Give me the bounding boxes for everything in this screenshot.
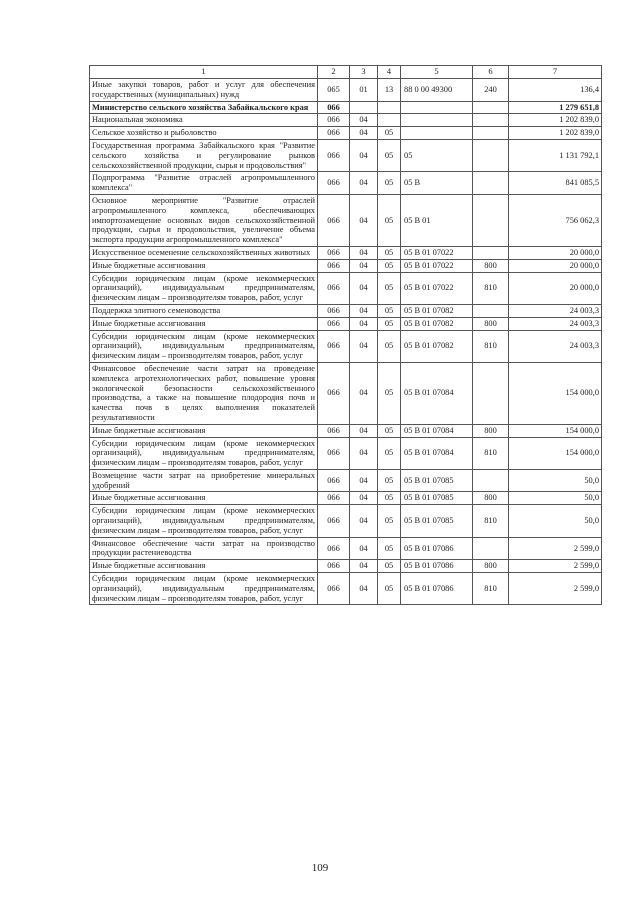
table-row bbox=[90, 492, 602, 505]
subsection-cell: 05 bbox=[378, 246, 401, 259]
subsection-cell: 05 bbox=[378, 362, 401, 424]
table-row bbox=[90, 330, 602, 362]
table-row bbox=[90, 272, 602, 304]
amount-cell: 841 085,5 bbox=[509, 172, 602, 195]
subsection-cell: 05 bbox=[378, 272, 401, 304]
admin-code-cell: 066 bbox=[318, 537, 350, 560]
target-article-cell: 05 В 01 07022 bbox=[401, 259, 473, 272]
item-name-cell: Субсидии юридическим лицам (кроме некоммерческих организаций), индивидуальным предпринимателям, физическим лицам – производителям товаров, работ, услуг bbox=[90, 272, 318, 304]
section-cell: 04 bbox=[350, 505, 378, 537]
amount-cell: 50,0 bbox=[509, 505, 602, 537]
subsection-cell bbox=[378, 101, 401, 114]
admin-code-cell: 066 bbox=[318, 437, 350, 469]
section-cell: 04 bbox=[350, 139, 378, 171]
amount-cell: 154 000,0 bbox=[509, 362, 602, 424]
expense-type-cell bbox=[473, 127, 509, 140]
table-row bbox=[90, 560, 602, 573]
item-name-cell: Иные закупки товаров, работ и услуг для обеспечения государственных (муниципальных) нужд bbox=[90, 79, 318, 102]
target-article-cell: 05 В 01 07086 bbox=[401, 560, 473, 573]
amount-cell: 50,0 bbox=[509, 492, 602, 505]
table-row bbox=[90, 304, 602, 317]
table-row bbox=[90, 246, 602, 259]
table-row bbox=[90, 79, 602, 102]
subsection-cell bbox=[378, 114, 401, 127]
table-row bbox=[90, 505, 602, 537]
amount-cell: 20 000,0 bbox=[509, 246, 602, 259]
header-row bbox=[90, 66, 602, 79]
amount-cell: 20 000,0 bbox=[509, 272, 602, 304]
table-row bbox=[90, 362, 602, 424]
section-cell: 04 bbox=[350, 437, 378, 469]
target-article-cell: 05 В 01 07084 bbox=[401, 437, 473, 469]
admin-code-cell: 066 bbox=[318, 101, 350, 114]
target-article-cell: 05 В 01 07085 bbox=[401, 492, 473, 505]
amount-cell: 50,0 bbox=[509, 469, 602, 492]
item-name-cell: Основное мероприятие "Развитие отраслей агропромышленного комплекса, обеспечивающих импортозамещение основных видов сельскохозяйственной продукции, сырья и продовольствия, увеличение объема экспорта продукции агропромышленного комплекса" bbox=[90, 194, 318, 246]
header-cell: 1 bbox=[90, 66, 318, 79]
item-name-cell: Субсидии юридическим лицам (кроме некоммерческих организаций), индивидуальным предпринимателям, физическим лицам – производителям товаров, работ, услуг bbox=[90, 505, 318, 537]
item-name-cell: Субсидии юридическим лицам (кроме некоммерческих организаций), индивидуальным предпринимателям, физическим лицам – производителям товаров, работ, услуг bbox=[90, 573, 318, 605]
amount-cell: 154 000,0 bbox=[509, 437, 602, 469]
admin-code-cell: 066 bbox=[318, 139, 350, 171]
budget-table-container bbox=[89, 65, 601, 605]
target-article-cell: 05 bbox=[401, 139, 473, 171]
page-number: 109 bbox=[311, 862, 329, 874]
table-row bbox=[90, 424, 602, 437]
subsection-cell: 05 bbox=[378, 317, 401, 330]
subsection-cell: 13 bbox=[378, 79, 401, 102]
admin-code-cell: 066 bbox=[318, 272, 350, 304]
item-name-cell: Финансовое обеспечение части затрат на производство продукции растениеводства bbox=[90, 537, 318, 560]
table-row bbox=[90, 139, 602, 171]
admin-code-cell: 066 bbox=[318, 194, 350, 246]
target-article-cell: 05 В 01 07082 bbox=[401, 317, 473, 330]
table-row bbox=[90, 469, 602, 492]
item-name-cell: Иные бюджетные ассигнования bbox=[90, 317, 318, 330]
expense-type-cell: 800 bbox=[473, 259, 509, 272]
section-cell: 01 bbox=[350, 79, 378, 102]
subsection-cell: 05 bbox=[378, 259, 401, 272]
target-article-cell: 05 В 01 07022 bbox=[401, 272, 473, 304]
target-article-cell bbox=[401, 114, 473, 127]
amount-cell: 1 279 651,8 bbox=[509, 101, 602, 114]
section-cell: 04 bbox=[350, 246, 378, 259]
expense-type-cell bbox=[473, 101, 509, 114]
subsection-cell: 05 bbox=[378, 424, 401, 437]
expense-type-cell: 810 bbox=[473, 272, 509, 304]
header-cell: 5 bbox=[401, 66, 473, 79]
header-cell: 4 bbox=[378, 66, 401, 79]
section-cell: 04 bbox=[350, 362, 378, 424]
expense-type-cell bbox=[473, 194, 509, 246]
amount-cell: 2 599,0 bbox=[509, 537, 602, 560]
section-cell: 04 bbox=[350, 127, 378, 140]
table-row bbox=[90, 573, 602, 605]
section-cell: 04 bbox=[350, 560, 378, 573]
section-cell: 04 bbox=[350, 172, 378, 195]
section-cell bbox=[350, 101, 378, 114]
item-name-cell: Иные бюджетные ассигнования bbox=[90, 560, 318, 573]
expense-type-cell bbox=[473, 139, 509, 171]
admin-code-cell: 066 bbox=[318, 172, 350, 195]
target-article-cell bbox=[401, 127, 473, 140]
target-article-cell: 05 В 01 07082 bbox=[401, 304, 473, 317]
section-cell: 04 bbox=[350, 114, 378, 127]
expense-type-cell bbox=[473, 114, 509, 127]
item-name-cell: Сельское хозяйство и рыболовство bbox=[90, 127, 318, 140]
item-name-cell: Поддержка элитного семеноводства bbox=[90, 304, 318, 317]
admin-code-cell: 066 bbox=[318, 114, 350, 127]
target-article-cell bbox=[401, 101, 473, 114]
admin-code-cell: 066 bbox=[318, 304, 350, 317]
admin-code-cell: 066 bbox=[318, 505, 350, 537]
header-cell: 6 bbox=[473, 66, 509, 79]
item-name-cell: Подпрограмма "Развитие отраслей агропромышленного комплекса" bbox=[90, 172, 318, 195]
subsection-cell: 05 bbox=[378, 492, 401, 505]
target-article-cell: 05 В bbox=[401, 172, 473, 195]
table-row bbox=[90, 537, 602, 560]
expense-type-cell: 810 bbox=[473, 505, 509, 537]
section-cell: 04 bbox=[350, 194, 378, 246]
section-cell: 04 bbox=[350, 272, 378, 304]
subsection-cell: 05 bbox=[378, 437, 401, 469]
amount-cell: 136,4 bbox=[509, 79, 602, 102]
admin-code-cell: 066 bbox=[318, 424, 350, 437]
table-row bbox=[90, 114, 602, 127]
target-article-cell: 05 В 01 07022 bbox=[401, 246, 473, 259]
expense-type-cell: 800 bbox=[473, 317, 509, 330]
target-article-cell: 05 В 01 07086 bbox=[401, 573, 473, 605]
amount-cell: 24 003,3 bbox=[509, 317, 602, 330]
expense-type-cell: 810 bbox=[473, 330, 509, 362]
expense-type-cell bbox=[473, 304, 509, 317]
item-name-cell: Иные бюджетные ассигнования bbox=[90, 492, 318, 505]
admin-code-cell: 066 bbox=[318, 127, 350, 140]
table-row bbox=[90, 172, 602, 195]
expense-type-cell bbox=[473, 362, 509, 424]
item-name-cell: Искусственное осеменение сельскохозяйственных животных bbox=[90, 246, 318, 259]
subsection-cell: 05 bbox=[378, 194, 401, 246]
admin-code-cell: 066 bbox=[318, 362, 350, 424]
item-name-cell: Иные бюджетные ассигнования bbox=[90, 259, 318, 272]
target-article-cell: 05 В 01 07085 bbox=[401, 505, 473, 537]
header-cell: 7 bbox=[509, 66, 602, 79]
table-row bbox=[90, 101, 602, 114]
amount-cell: 2 599,0 bbox=[509, 573, 602, 605]
amount-cell: 1 131 792,1 bbox=[509, 139, 602, 171]
section-cell: 04 bbox=[350, 573, 378, 605]
amount-cell: 24 003,3 bbox=[509, 304, 602, 317]
table-body bbox=[90, 66, 602, 605]
admin-code-cell: 066 bbox=[318, 259, 350, 272]
amount-cell: 756 062,3 bbox=[509, 194, 602, 246]
amount-cell: 2 599,0 bbox=[509, 560, 602, 573]
subsection-cell: 05 bbox=[378, 127, 401, 140]
section-cell: 04 bbox=[350, 537, 378, 560]
subsection-cell: 05 bbox=[378, 573, 401, 605]
amount-cell: 1 202 839,0 bbox=[509, 114, 602, 127]
section-cell: 04 bbox=[350, 317, 378, 330]
expense-type-cell bbox=[473, 537, 509, 560]
item-name-cell: Иные бюджетные ассигнования bbox=[90, 424, 318, 437]
table-row bbox=[90, 194, 602, 246]
target-article-cell: 05 В 01 bbox=[401, 194, 473, 246]
expense-type-cell: 800 bbox=[473, 492, 509, 505]
subsection-cell: 05 bbox=[378, 139, 401, 171]
item-name-cell: Министерство сельского хозяйства Забайкальского края bbox=[90, 101, 318, 114]
admin-code-cell: 065 bbox=[318, 79, 350, 102]
subsection-cell: 05 bbox=[378, 469, 401, 492]
subsection-cell: 05 bbox=[378, 560, 401, 573]
target-article-cell: 05 В 01 07082 bbox=[401, 330, 473, 362]
section-cell: 04 bbox=[350, 259, 378, 272]
subsection-cell: 05 bbox=[378, 505, 401, 537]
item-name-cell: Субсидии юридическим лицам (кроме некоммерческих организаций), индивидуальным предпринимателям, физическим лицам – производителям товаров, работ, услуг bbox=[90, 437, 318, 469]
subsection-cell: 05 bbox=[378, 304, 401, 317]
amount-cell: 20 000,0 bbox=[509, 259, 602, 272]
item-name-cell: Государственная программа Забайкальского края "Развитие сельского хозяйства и регулирование рынков сельскохозяйственной продукции, сырья и продовольствия" bbox=[90, 139, 318, 171]
item-name-cell: Субсидии юридическим лицам (кроме некоммерческих организаций), индивидуальным предпринимателям, физическим лицам – производителям товаров, работ, услуг bbox=[90, 330, 318, 362]
expense-type-cell bbox=[473, 469, 509, 492]
amount-cell: 24 003,3 bbox=[509, 330, 602, 362]
target-article-cell: 05 В 01 07084 bbox=[401, 362, 473, 424]
header-cell: 2 bbox=[318, 66, 350, 79]
expense-type-cell: 800 bbox=[473, 424, 509, 437]
admin-code-cell: 066 bbox=[318, 469, 350, 492]
admin-code-cell: 066 bbox=[318, 492, 350, 505]
item-name-cell: Возмещение части затрат на приобретение минеральных удобрений bbox=[90, 469, 318, 492]
table-row bbox=[90, 317, 602, 330]
admin-code-cell: 066 bbox=[318, 246, 350, 259]
admin-code-cell: 066 bbox=[318, 330, 350, 362]
target-article-cell: 88 0 00 49300 bbox=[401, 79, 473, 102]
table-row bbox=[90, 437, 602, 469]
table-row bbox=[90, 259, 602, 272]
amount-cell: 1 202 839,0 bbox=[509, 127, 602, 140]
expense-type-cell: 810 bbox=[473, 437, 509, 469]
expense-type-cell bbox=[473, 172, 509, 195]
target-article-cell: 05 В 01 07085 bbox=[401, 469, 473, 492]
section-cell: 04 bbox=[350, 492, 378, 505]
target-article-cell: 05 В 01 07086 bbox=[401, 537, 473, 560]
section-cell: 04 bbox=[350, 330, 378, 362]
item-name-cell: Финансовое обеспечение части затрат на проведение комплекса агротехнологических работ, повышение уровня экологической безопасности сельскохозяйственного производства, а также на повышение плодородия почв и качества почв в целях выполнения показателей результативности bbox=[90, 362, 318, 424]
table-row bbox=[90, 127, 602, 140]
subsection-cell: 05 bbox=[378, 537, 401, 560]
section-cell: 04 bbox=[350, 424, 378, 437]
expense-type-cell: 810 bbox=[473, 573, 509, 605]
section-cell: 04 bbox=[350, 469, 378, 492]
admin-code-cell: 066 bbox=[318, 317, 350, 330]
admin-code-cell: 066 bbox=[318, 573, 350, 605]
target-article-cell: 05 В 01 07084 bbox=[401, 424, 473, 437]
expense-type-cell: 800 bbox=[473, 560, 509, 573]
subsection-cell: 05 bbox=[378, 330, 401, 362]
budget-table bbox=[89, 65, 602, 605]
expense-type-cell bbox=[473, 246, 509, 259]
item-name-cell: Национальная экономика bbox=[90, 114, 318, 127]
subsection-cell: 05 bbox=[378, 172, 401, 195]
expense-type-cell: 240 bbox=[473, 79, 509, 102]
amount-cell: 154 000,0 bbox=[509, 424, 602, 437]
header-cell: 3 bbox=[350, 66, 378, 79]
admin-code-cell: 066 bbox=[318, 560, 350, 573]
section-cell: 04 bbox=[350, 304, 378, 317]
